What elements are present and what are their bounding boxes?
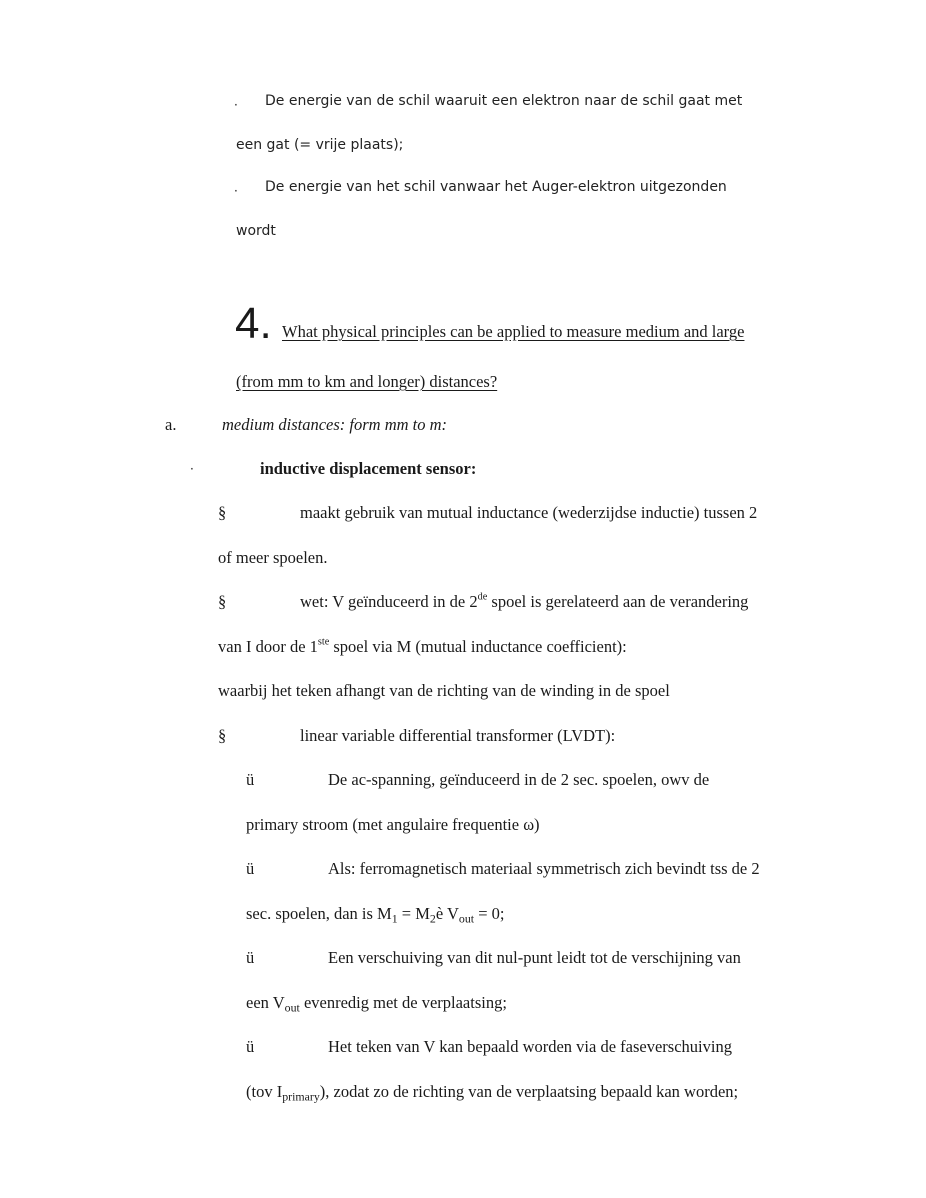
paragraph-line: van I door de 1ste spoel via M (mutual inductance coefficient):	[218, 636, 627, 656]
paragraph-line: Een verschuiving van dit nul-punt leidt tot de verschijning van	[328, 948, 741, 967]
question-heading: What physical principles can be applied to measure medium and large	[282, 322, 745, 341]
paragraph-line: De ac-spanning, geïnduceerd in de 2 sec. spoelen, owv de	[328, 770, 710, 789]
list-marker: ü	[246, 948, 255, 967]
section-marker: §	[218, 726, 227, 745]
list-label: a.	[165, 415, 177, 434]
list-marker: ü	[246, 859, 255, 878]
paragraph-line: wordt	[236, 223, 276, 239]
section-marker: §	[218, 503, 227, 522]
paragraph-line: De energie van de schil waaruit een elektron naar de schil gaat met	[265, 93, 743, 109]
subscript: primary	[282, 1089, 320, 1104]
subscript: 2	[429, 911, 436, 926]
paragraph-line: of meer spoelen.	[218, 548, 328, 567]
section-marker: §	[218, 592, 227, 611]
paragraph-line: Het teken van V kan bepaald worden via de faseverschuiving	[328, 1037, 732, 1056]
superscript: de	[477, 591, 488, 603]
paragraph-line: Als: ferromagnetisch materiaal symmetrisch zich bevindt tss de 2	[328, 859, 760, 878]
bullet-dot: ·	[234, 98, 238, 112]
paragraph-line: sec. spoelen, dan is $M_1$ = $M_2è$ $V_{out} = 0$;	[246, 904, 505, 926]
paragraph-line: wet: V geïnduceerd in de 2de spoel is gerelateerd aan de verandering	[300, 591, 749, 611]
list-marker: ü	[246, 770, 255, 789]
bullet-dot: ·	[190, 462, 194, 476]
paragraph-line: De energie van het schil vanwaar het Auger-elektron uitgezonden	[265, 179, 727, 195]
paragraph-line: primary stroom (met angulaire frequentie ω)	[246, 815, 540, 834]
bullet-dot: ·	[234, 184, 238, 198]
paragraph-line: waarbij het teken afhangt van de richting van de winding in de spoel	[218, 681, 670, 700]
paragraph-line: een $V_{out}$ evenredig met de verplaatsing;	[246, 993, 507, 1015]
question-heading: (from mm to km and longer) distances?	[236, 372, 498, 391]
subscript: 1	[391, 911, 398, 926]
subheading: medium distances: form mm to m:	[222, 415, 448, 434]
subscript: out	[458, 911, 475, 926]
paragraph-line: linear variable differential transformer (LVDT):	[300, 726, 616, 745]
subscript: out	[284, 1000, 300, 1015]
paragraph-line: maakt gebruik van mutual inductance (wederzijdse inductie) tussen 2	[300, 503, 758, 522]
section-title: inductive displacement sensor:	[260, 459, 477, 478]
question-number: 4.	[235, 299, 272, 348]
paragraph-line: (tov $I_{primary}$), zodat zo de richting van de verplaatsing bepaald kan worden;	[246, 1082, 739, 1104]
superscript: ste	[317, 636, 330, 648]
paragraph-line: een gat (= vrije plaats);	[236, 137, 404, 153]
list-marker: ü	[246, 1037, 255, 1056]
